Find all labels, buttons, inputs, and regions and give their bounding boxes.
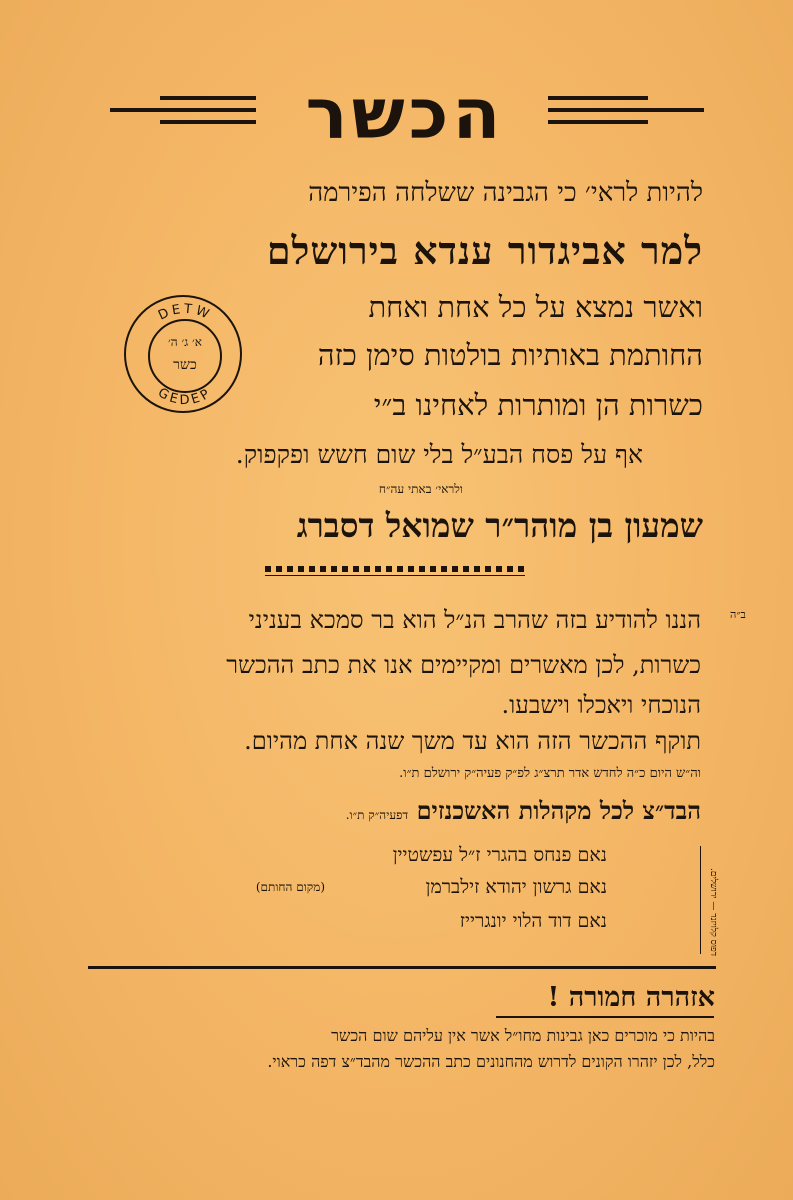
section-divider — [88, 966, 716, 969]
endorsement-paragraph-1: הננו להודיע בזה שהרב הנ״ל הוא בר סמכא בעניני — [248, 606, 701, 634]
certificate-line-7: ולראי׳ באתי עה״ח — [378, 482, 463, 496]
certificate-line-2: למר אביגדור ענדא בירושלם — [266, 228, 703, 273]
validity-statement: תוקף ההכשר הזה הוא עד משך שנה אחת מהיום. — [244, 727, 701, 755]
rabbi-name: שמעון בן מוהר״ר שמואל דסברג — [296, 506, 703, 545]
warning-line-1: בהיות כי מוכרים כאן גבינות מחו״ל אשר אין עליהם שום הכשר — [331, 1026, 715, 1045]
signature-line: נאם גרשון יהודא זילברמן — [425, 876, 607, 898]
signature-line: נאם דוד הלוי יונגרייז — [459, 910, 607, 932]
signature-line: נאם פנחס בהגרי ז״ל עפשטיין — [392, 844, 607, 866]
seal-middle-text: א׳ ג׳ ה׳ — [167, 335, 202, 349]
seal-inner-circle — [148, 319, 222, 393]
certificate-line-3: ואשר נמצא על כל אחת ואחת — [368, 290, 703, 324]
kosher-seal-icon — [124, 295, 242, 413]
court-suffix: דפעיה״ק ת״ו. — [345, 808, 409, 822]
seal-top-text: DETW — [156, 301, 214, 324]
seal-bottom-text: GEDEP — [155, 385, 215, 409]
printer-credit: דפוס קלויזנר — ירושלים. — [708, 867, 718, 956]
endorsement-paragraph-3: הנוכחי ויאכלו וישבעו. — [501, 691, 701, 719]
divider-underline — [265, 575, 525, 576]
date-line: וה״ש היום כ״ה לחדש אדר תרצ״ג לפ״ק פעיה״ק ירושלם ת״ו. — [399, 766, 701, 781]
stamp-placeholder: (מקום החותם) — [255, 880, 325, 894]
dotted-divider — [265, 566, 525, 572]
certificate-line-6: אף על פסח הבע״ל בלי שום חשש ופקפוק. — [235, 440, 643, 469]
certificate-line-5: כשרות הן ומותרות לאחינו ב״י — [373, 388, 703, 422]
printer-divider — [700, 846, 701, 954]
court-name — [81, 796, 701, 826]
right-decorative-rules — [548, 96, 708, 136]
page-title: הכשר — [305, 73, 505, 155]
left-decorative-rules — [110, 96, 260, 136]
bh-mark: ב״ה — [730, 608, 746, 621]
endorsement-paragraph-2: כשרות, לכן מאשרים ומקיימים אנו את כתב ההכשר — [226, 651, 701, 679]
warning-title-underline — [496, 1016, 714, 1018]
certificate-line-1: להיות לראי׳ כי הגבינה ששלחה הפירמה — [308, 178, 703, 208]
warning-line-2: כלל, לכן יזהרו הקונים לדרוש מהחנונים כתב ההכשר מהבד״צ דפה כראוי. — [267, 1052, 715, 1071]
court-title: הבד״צ לכל מקהלות האשכנזים — [416, 796, 701, 825]
certificate-line-4: החותמת באותיות בולטות סימן כזה — [317, 338, 703, 372]
seal-inner-text: כשר — [173, 357, 197, 373]
warning-title: אזהרה חמורה ! — [547, 982, 715, 1013]
